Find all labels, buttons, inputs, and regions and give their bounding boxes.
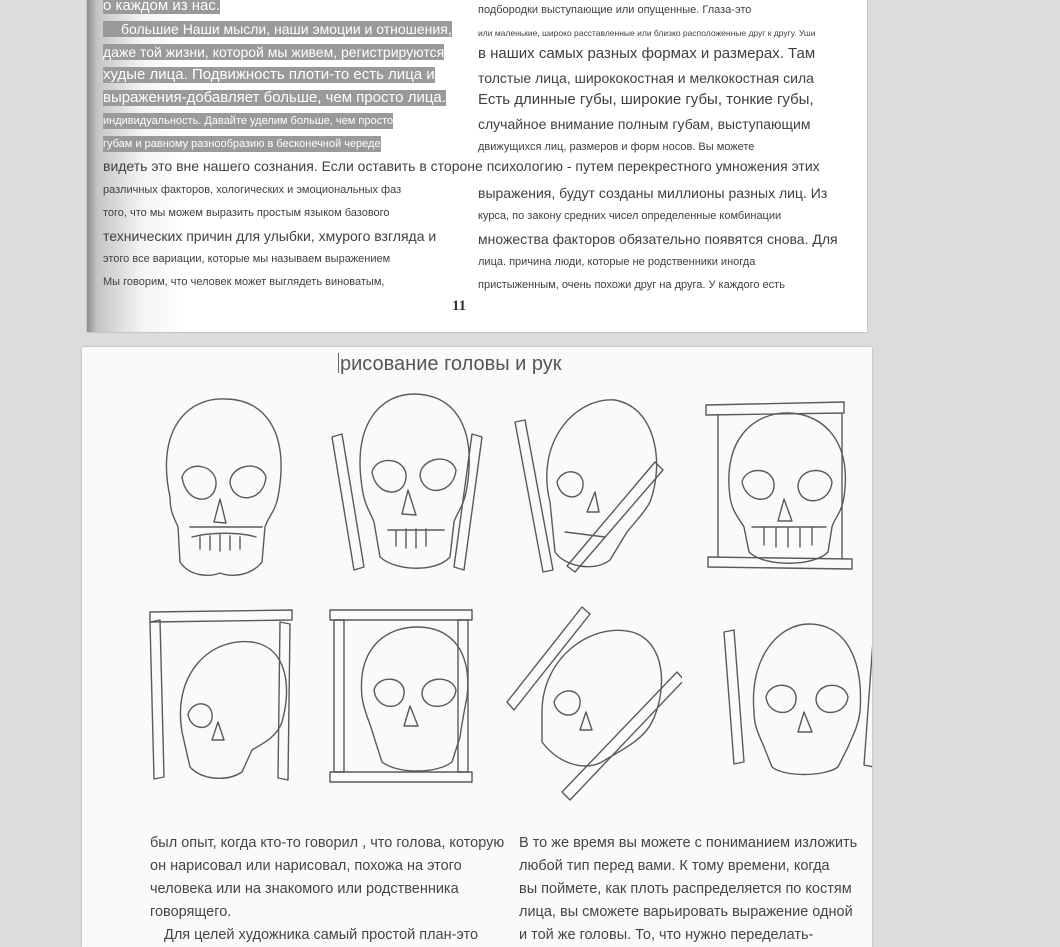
skull-drawing-angled: [502, 602, 682, 802]
text-line: множества факторов обязательно появятся снова. Для: [478, 231, 838, 247]
body-text-line: вы поймете, как плоть распределяется по костям: [519, 881, 852, 897]
page-number: 11: [452, 298, 467, 314]
text-line: подбородки выступающие или опущенные. Глаза-это: [478, 4, 752, 16]
text-line: того, что мы можем выразить простым языком базового: [103, 207, 390, 219]
page-heading: [338, 353, 562, 376]
text-line: различных факторов, хологических и эмоциональных фаз: [103, 184, 402, 196]
body-text-line: любой тип перед вами. К тому времени, когда: [519, 858, 830, 874]
text-line: выражения-добавляет больше, чем просто лица.: [103, 89, 446, 106]
book-page-top: [87, 0, 867, 332]
skull-drawing-narrow-frame: [714, 602, 872, 802]
skull-drawing-framed-square: [694, 387, 872, 587]
text-line: индивидуальность. Давайте уделим больше, чем просто: [103, 115, 394, 127]
body-text-line: лица, вы сможете варьировать выражение одной: [519, 904, 853, 920]
text-line: видеть это вне нашего сознания. Если оставить в стороне психологию - путем перекрестного умножения этих: [103, 158, 820, 174]
body-text-line: Для целей художника самый простой план-это: [164, 927, 479, 943]
skull-drawing-three-quarter: [505, 382, 685, 582]
body-text-line: В то же время вы можете с пониманием изложить: [519, 835, 858, 851]
text-line: случайное внимание полным губам, выступающим: [478, 116, 811, 132]
skull-drawing-front: [130, 387, 310, 587]
text-line: Мы говорим, что человек может выглядеть виноватым,: [103, 276, 385, 288]
skull-drawing-profile: [142, 602, 322, 802]
skull-drawing-framed-front: [322, 602, 502, 802]
text-line: этого все вариации, которые мы называем выражением: [103, 253, 391, 265]
text-cursor: [338, 353, 339, 373]
text-line: в наших самых разных формах и размерах. Там: [478, 45, 816, 62]
text-line: технических причин для улыбки, хмурого взгляда и: [103, 228, 437, 244]
body-text-line: он нарисовал или нарисовал, похожа на этого: [150, 858, 462, 874]
book-page-bottom: [82, 347, 872, 947]
text-line: лица. причина люди, которые не родственники иногда: [478, 256, 756, 268]
text-line: о каждом из нас.: [103, 0, 221, 14]
text-line: выражения, будут созданы миллионы разных лиц. Из: [478, 185, 828, 201]
skull-drawing-tilted-box: [322, 382, 502, 582]
body-text-line: человека или на знакомого или родственника: [150, 881, 459, 897]
text-line: большие Наши мысли, наши эмоции и отношения,: [103, 21, 452, 37]
text-line: движущихся лиц, размеров и форм носов. Вы можете: [478, 141, 755, 153]
text-line: худые лица. Подвижность плоти-то есть лица и: [103, 66, 435, 83]
text-line: пристыженным, очень похожи друг на друга. У каждого есть: [478, 279, 785, 291]
text-line: даже той жизни, которой мы живем, регистрируются: [103, 44, 445, 60]
text-line: толстые лица, ширококостная и мелкокостная сила: [478, 70, 814, 86]
body-text-line: и той же головы. То, что нужно переделать-: [519, 927, 814, 943]
body-text-line: говорящего.: [150, 904, 232, 920]
text-line: или маленькие, широко расставленные или близко расположенные друг к другу. Уши: [478, 28, 816, 38]
text-line: губам и равному разнообразию в бесконечной череде: [103, 138, 381, 150]
body-text-line: был опыт, когда кто-то говорил , что голова, которую: [150, 835, 505, 851]
text-line: Есть длинные губы, широкие губы, тонкие губы,: [478, 91, 814, 108]
text-line: курса, по закону средних чисел определенные комбинации: [478, 210, 782, 222]
heading-text: рисование головы и рук: [340, 353, 562, 375]
